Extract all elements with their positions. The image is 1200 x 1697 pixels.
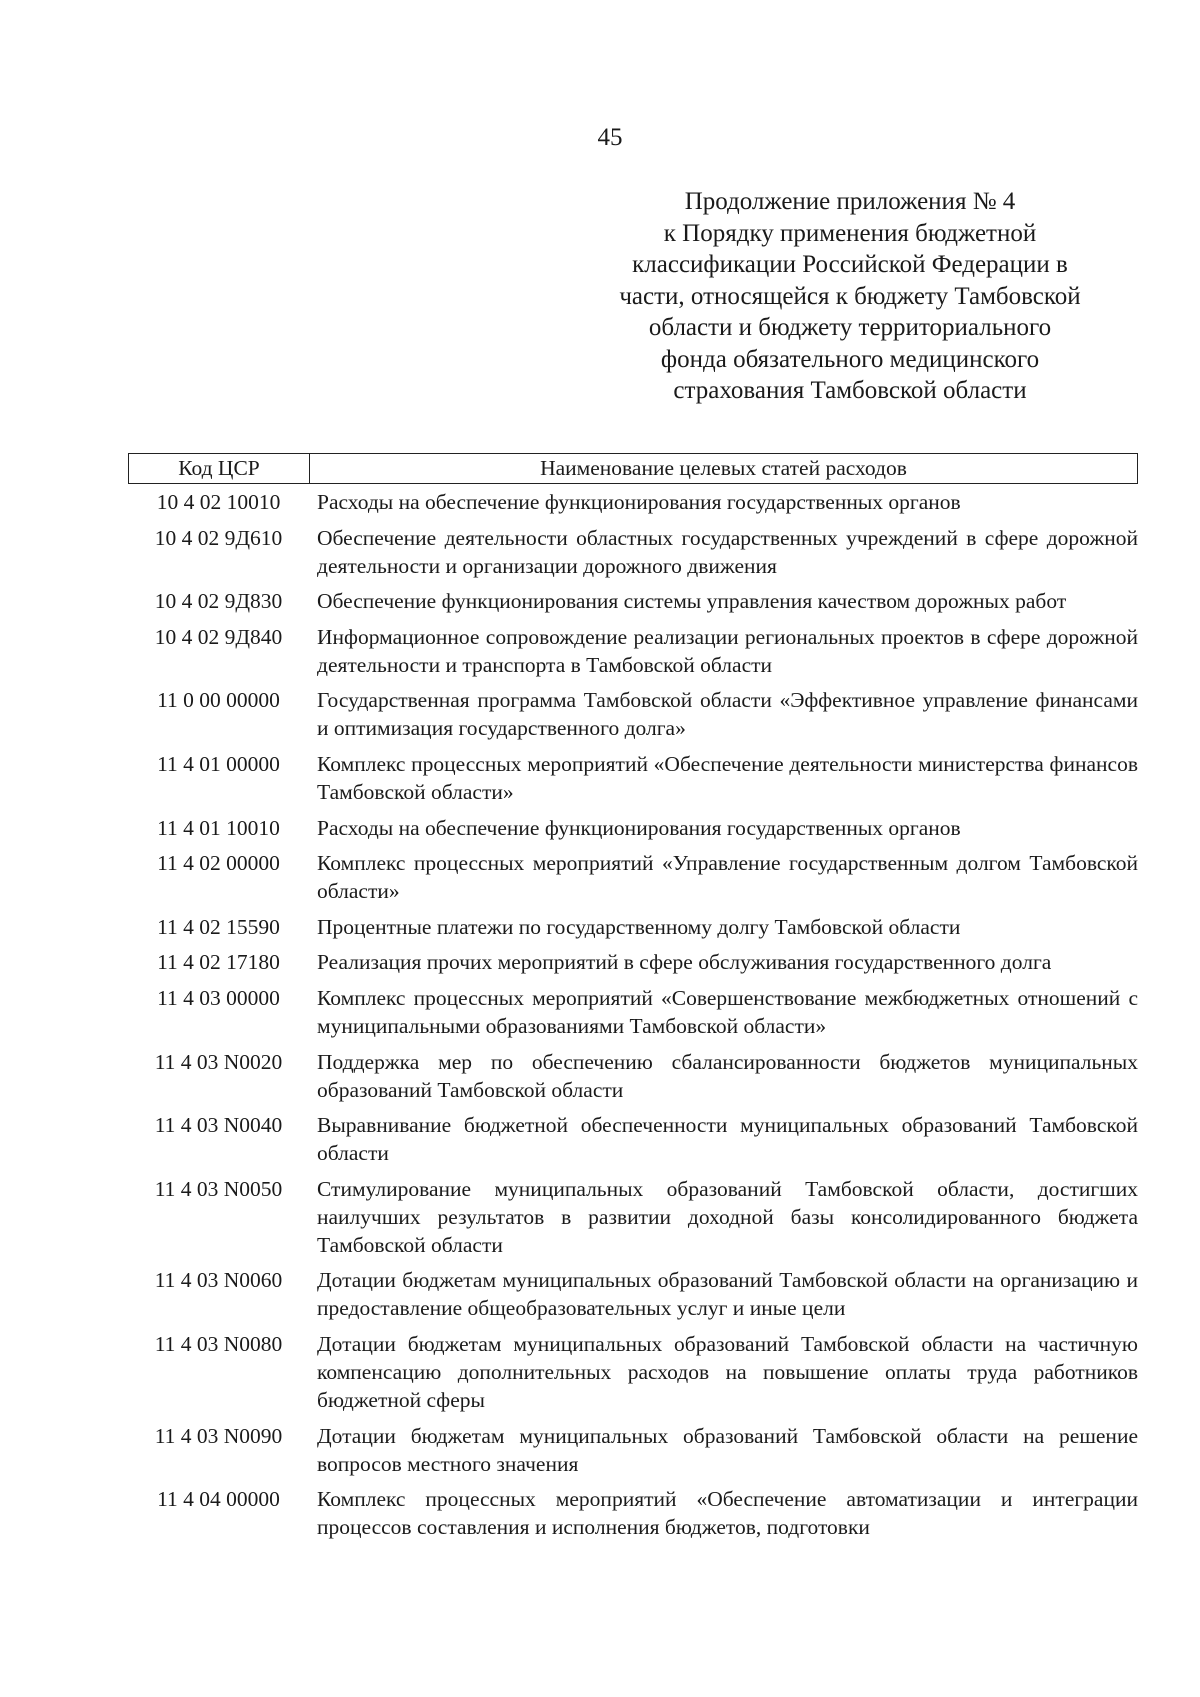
row-code: 11 4 03 N0060	[154, 1268, 283, 1293]
row-name: Обеспечение функционирования системы управления качеством дорожных работ	[317, 589, 1067, 614]
table-row	[128, 1175, 1138, 1259]
table-row	[128, 750, 1138, 806]
row-code: 11 4 03 N0080	[154, 1331, 283, 1356]
row-name: Комплекс процессных мероприятий «Совершенствование межбюджетных отношений с муниципальными образованиями Тамбовской области»	[317, 985, 1138, 1038]
table-row	[128, 1048, 1138, 1104]
row-name: Расходы на обеспечение функционирования государственных органов	[317, 815, 961, 840]
table-row	[128, 814, 1138, 842]
row-name: Комплекс процессных мероприятий «Обеспечение деятельности министерства финансов Тамбовской области»	[317, 751, 1138, 804]
row-name: Реализация прочих мероприятий в сфере обслуживания государственного долга	[317, 950, 1052, 975]
row-name: Государственная программа Тамбовской области «Эффективное управление финансами и оптимизация государственного долга»	[317, 688, 1138, 741]
row-name: Процентные платежи по государственному долгу Тамбовской области	[317, 914, 961, 939]
table-row	[128, 948, 1138, 976]
row-name: Дотации бюджетам муниципальных образований Тамбовской области на частичную компенсацию дополнительных расходов на повышение оплаты труда работников бюджетной сферы	[317, 1331, 1138, 1412]
row-code: 10 4 02 9Д610	[154, 525, 283, 550]
appendix-line: к Порядку применения бюджетной	[663, 219, 1037, 247]
table-row	[128, 488, 1138, 516]
row-name: Выравнивание бюджетной обеспеченности муниципальных образований Тамбовской области	[317, 1113, 1138, 1166]
table-row	[128, 1485, 1138, 1541]
row-code: 11 4 02 15590	[157, 914, 280, 939]
row-code: 11 0 00 00000	[157, 688, 280, 713]
table-row	[128, 1111, 1138, 1167]
appendix-line: Продолжение приложения № 4	[684, 188, 1016, 215]
table-row	[128, 686, 1138, 742]
page-number: 45	[597, 124, 623, 151]
table-row	[128, 623, 1138, 679]
row-code: 11 4 03 N0090	[154, 1423, 283, 1448]
row-name: Стимулирование муниципальных образований Тамбовской области, достигших наилучших результатов в развитии доходной базы консолидированного бюджета Тамбовской области	[317, 1176, 1138, 1257]
row-code: 10 4 02 10010	[156, 490, 281, 514]
row-code: 10 4 02 9Д840	[154, 624, 283, 649]
table-row	[128, 913, 1138, 941]
table-row	[128, 524, 1138, 580]
appendix-line: части, относящейся к бюджету Тамбовской	[619, 282, 1081, 310]
appendix-heading	[590, 186, 1110, 407]
row-code: 11 4 01 10010	[157, 815, 280, 840]
table-row	[128, 1422, 1138, 1478]
row-name: Комплекс процессных мероприятий «Обеспечение автоматизации и интеграции процессов составления и исполнения бюджетов, подготовки	[317, 1487, 1138, 1540]
row-name: Дотации бюджетам муниципальных образований Тамбовской области на организацию и предоставление общеобразовательных услуг и иные цели	[317, 1268, 1138, 1321]
row-code: 11 4 02 17180	[157, 950, 280, 975]
table-row	[128, 984, 1138, 1040]
row-code: 11 4 03 N0020	[154, 1049, 283, 1074]
column-header-code: Код ЦСР	[129, 454, 310, 483]
row-code: 11 4 01 00000	[157, 751, 280, 776]
row-name: Информационное сопровождение реализации региональных проектов в сфере дорожной деятельности и транспорта в Тамбовской области	[317, 624, 1138, 677]
row-name: Расходы на обеспечение функционирования государственных органов	[317, 490, 961, 514]
column-header-name: Наименование целевых статей расходов	[540, 456, 907, 480]
row-name: Обеспечение деятельности областных государственных учреждений в сфере дорожной деятельности и организации дорожного движения	[317, 525, 1138, 578]
row-code: 11 4 03 N0050	[154, 1176, 283, 1201]
row-code: 11 4 02 00000	[157, 851, 280, 876]
row-name: Комплекс процессных мероприятий «Управление государственным долгом Тамбовской области»	[317, 851, 1138, 904]
expenditure-table	[128, 453, 1138, 1549]
table-row	[128, 1266, 1138, 1322]
table-row	[128, 849, 1138, 905]
row-code: 11 4 03 00000	[157, 985, 280, 1010]
appendix-line: фонда обязательного медицинского	[660, 345, 1040, 373]
table-row	[128, 1330, 1138, 1414]
row-name: Дотации бюджетам муниципальных образований Тамбовской области на решение вопросов местного значения	[317, 1423, 1138, 1476]
row-name: Поддержка мер по обеспечению сбалансированности бюджетов муниципальных образований Тамбовской области	[317, 1049, 1138, 1102]
row-code: 10 4 02 9Д830	[154, 589, 283, 614]
table-header	[128, 453, 1138, 484]
appendix-line: страхования Тамбовской области	[673, 377, 1027, 404]
table-row	[128, 587, 1138, 615]
appendix-line: классификации Российской Федерации в	[632, 251, 1068, 278]
row-code: 11 4 04 00000	[157, 1487, 280, 1512]
table-body	[128, 488, 1138, 1541]
row-code: 11 4 03 N0040	[154, 1113, 283, 1138]
appendix-line: области и бюджету территориального	[648, 314, 1052, 341]
